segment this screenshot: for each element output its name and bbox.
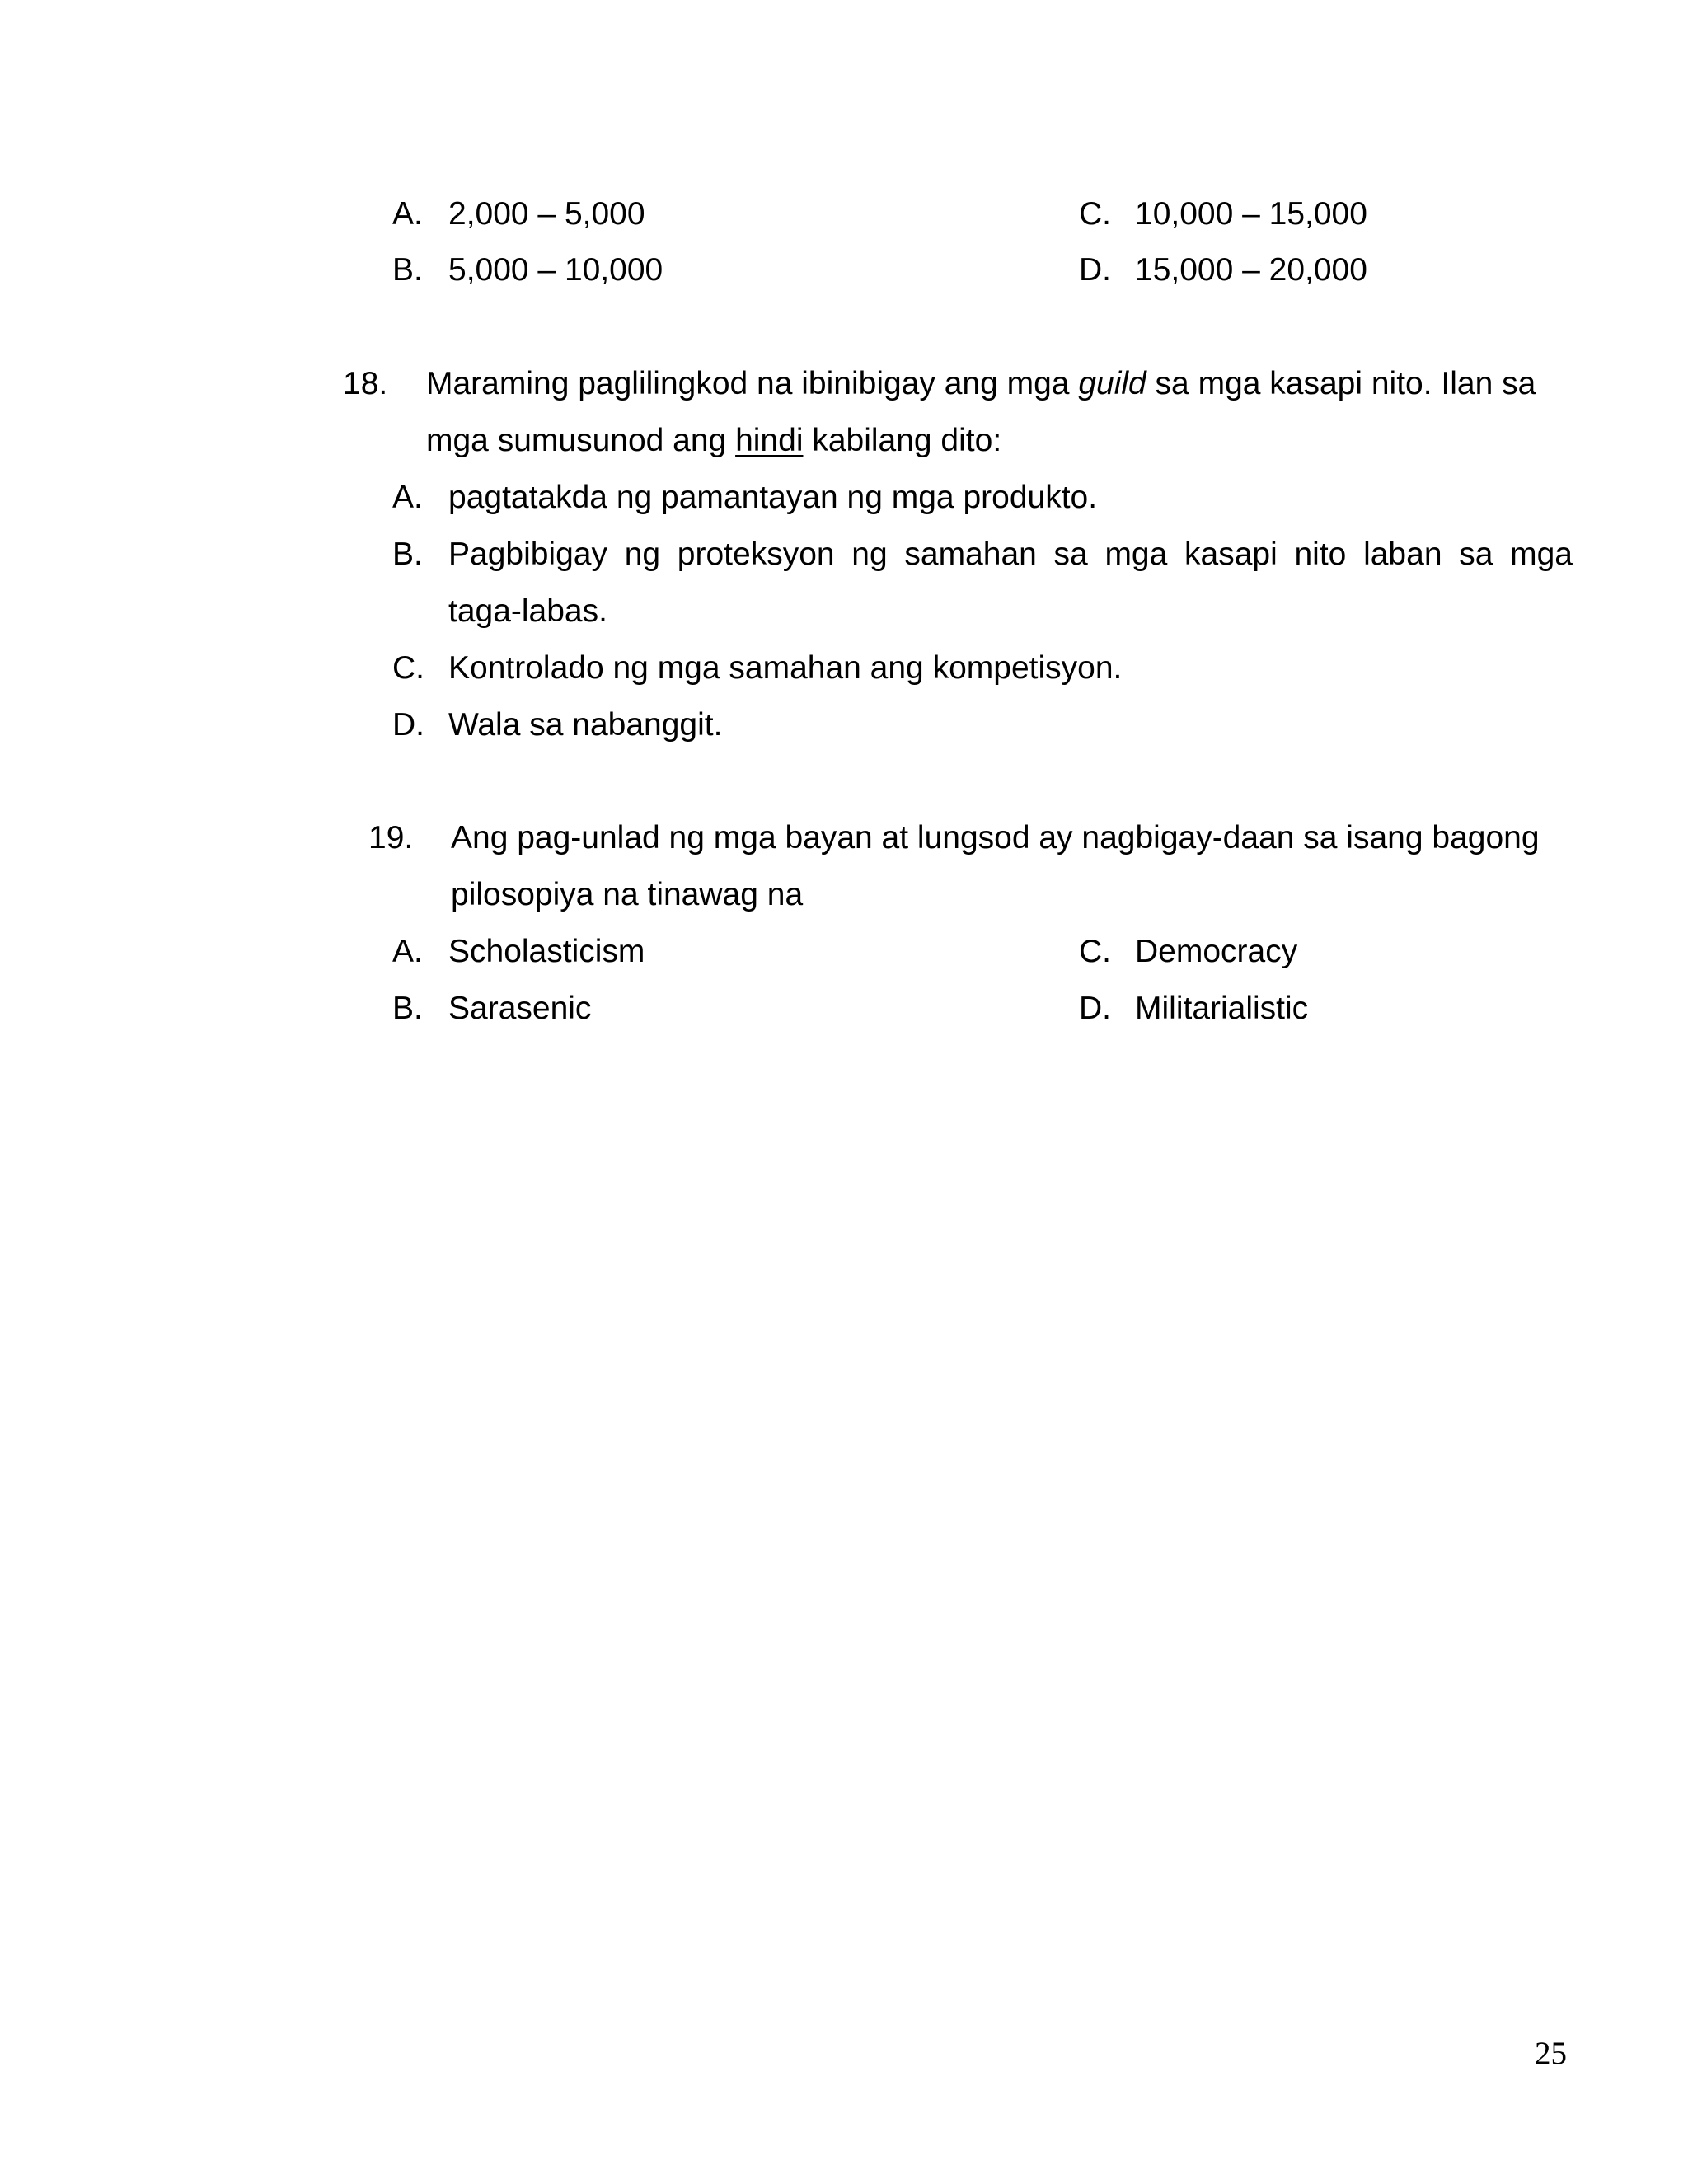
option-18-c <box>392 649 1122 688</box>
option-19-b <box>392 989 591 1029</box>
option-text: Sarasenic <box>448 991 592 1026</box>
option-text: Militarialistic <box>1135 991 1309 1026</box>
option-text: 5,000 – 10,000 <box>448 252 663 288</box>
option-17-a <box>392 194 645 234</box>
option-letter: D. <box>392 707 424 743</box>
option-18-b <box>392 535 448 574</box>
option-letter: D. <box>1079 252 1111 288</box>
option-letter: B. <box>392 252 423 288</box>
stem-italic-text: guild <box>1078 366 1146 401</box>
option-text: pagtatakda ng pamantayan ng mga produkto. <box>448 480 1098 515</box>
option-text: Scholasticism <box>448 934 645 969</box>
option-text: Kontrolado ng mga samahan ang kompetisyon. <box>448 650 1123 686</box>
question-stem-line-1: Ang pag-unlad ng mga bayan at lungsod ay nagbigay-daan sa isang bagong <box>451 820 1540 855</box>
option-letter: C. <box>1079 934 1111 969</box>
option-18-b-text: Pagbibigay ng proteksyon ng samahan sa mga kasapi nito laban sa mga <box>448 537 1573 572</box>
option-18-d <box>392 705 722 745</box>
option-text: Democracy <box>1135 934 1298 969</box>
stem-underlined-text: hindi <box>735 423 804 458</box>
question-stem-line-1 <box>426 364 1536 404</box>
option-text: 10,000 – 15,000 <box>1135 196 1367 232</box>
question-number: 19. <box>368 820 414 855</box>
option-text: 15,000 – 20,000 <box>1135 252 1367 288</box>
option-letter: C. <box>1079 196 1111 232</box>
option-17-d <box>1079 251 1367 290</box>
option-text: 2,000 – 5,000 <box>448 196 645 232</box>
stem-text: sa mga kasapi nito. Ilan sa <box>1146 366 1536 401</box>
question-stem-line-2: pilosopiya na tinawag na <box>451 877 804 912</box>
question-number: 18. <box>343 366 388 401</box>
option-letter: B. <box>392 537 423 572</box>
option-letter: C. <box>392 650 424 686</box>
stem-text: kabilang dito: <box>803 423 1002 458</box>
option-text: Wala sa nabanggit. <box>448 707 723 743</box>
option-18-b-text-continuation: taga-labas. <box>448 593 607 629</box>
stem-text: mga sumusunod ang <box>426 423 736 458</box>
option-17-c <box>1079 194 1367 234</box>
page-number: 25 <box>1535 2036 1567 2071</box>
option-19-d <box>1079 989 1308 1029</box>
option-18-a <box>392 478 1097 518</box>
option-19-c <box>1079 932 1297 972</box>
option-17-b <box>392 251 663 290</box>
option-letter: A. <box>392 934 423 969</box>
option-19-a <box>392 932 645 972</box>
option-letter: B. <box>392 991 423 1026</box>
option-letter: A. <box>392 480 423 515</box>
option-letter: A. <box>392 196 423 232</box>
question-stem-line-2 <box>426 421 1001 461</box>
stem-text: Maraming paglilingkod na ibinibigay ang mga <box>426 366 1079 401</box>
option-letter: D. <box>1079 991 1111 1026</box>
